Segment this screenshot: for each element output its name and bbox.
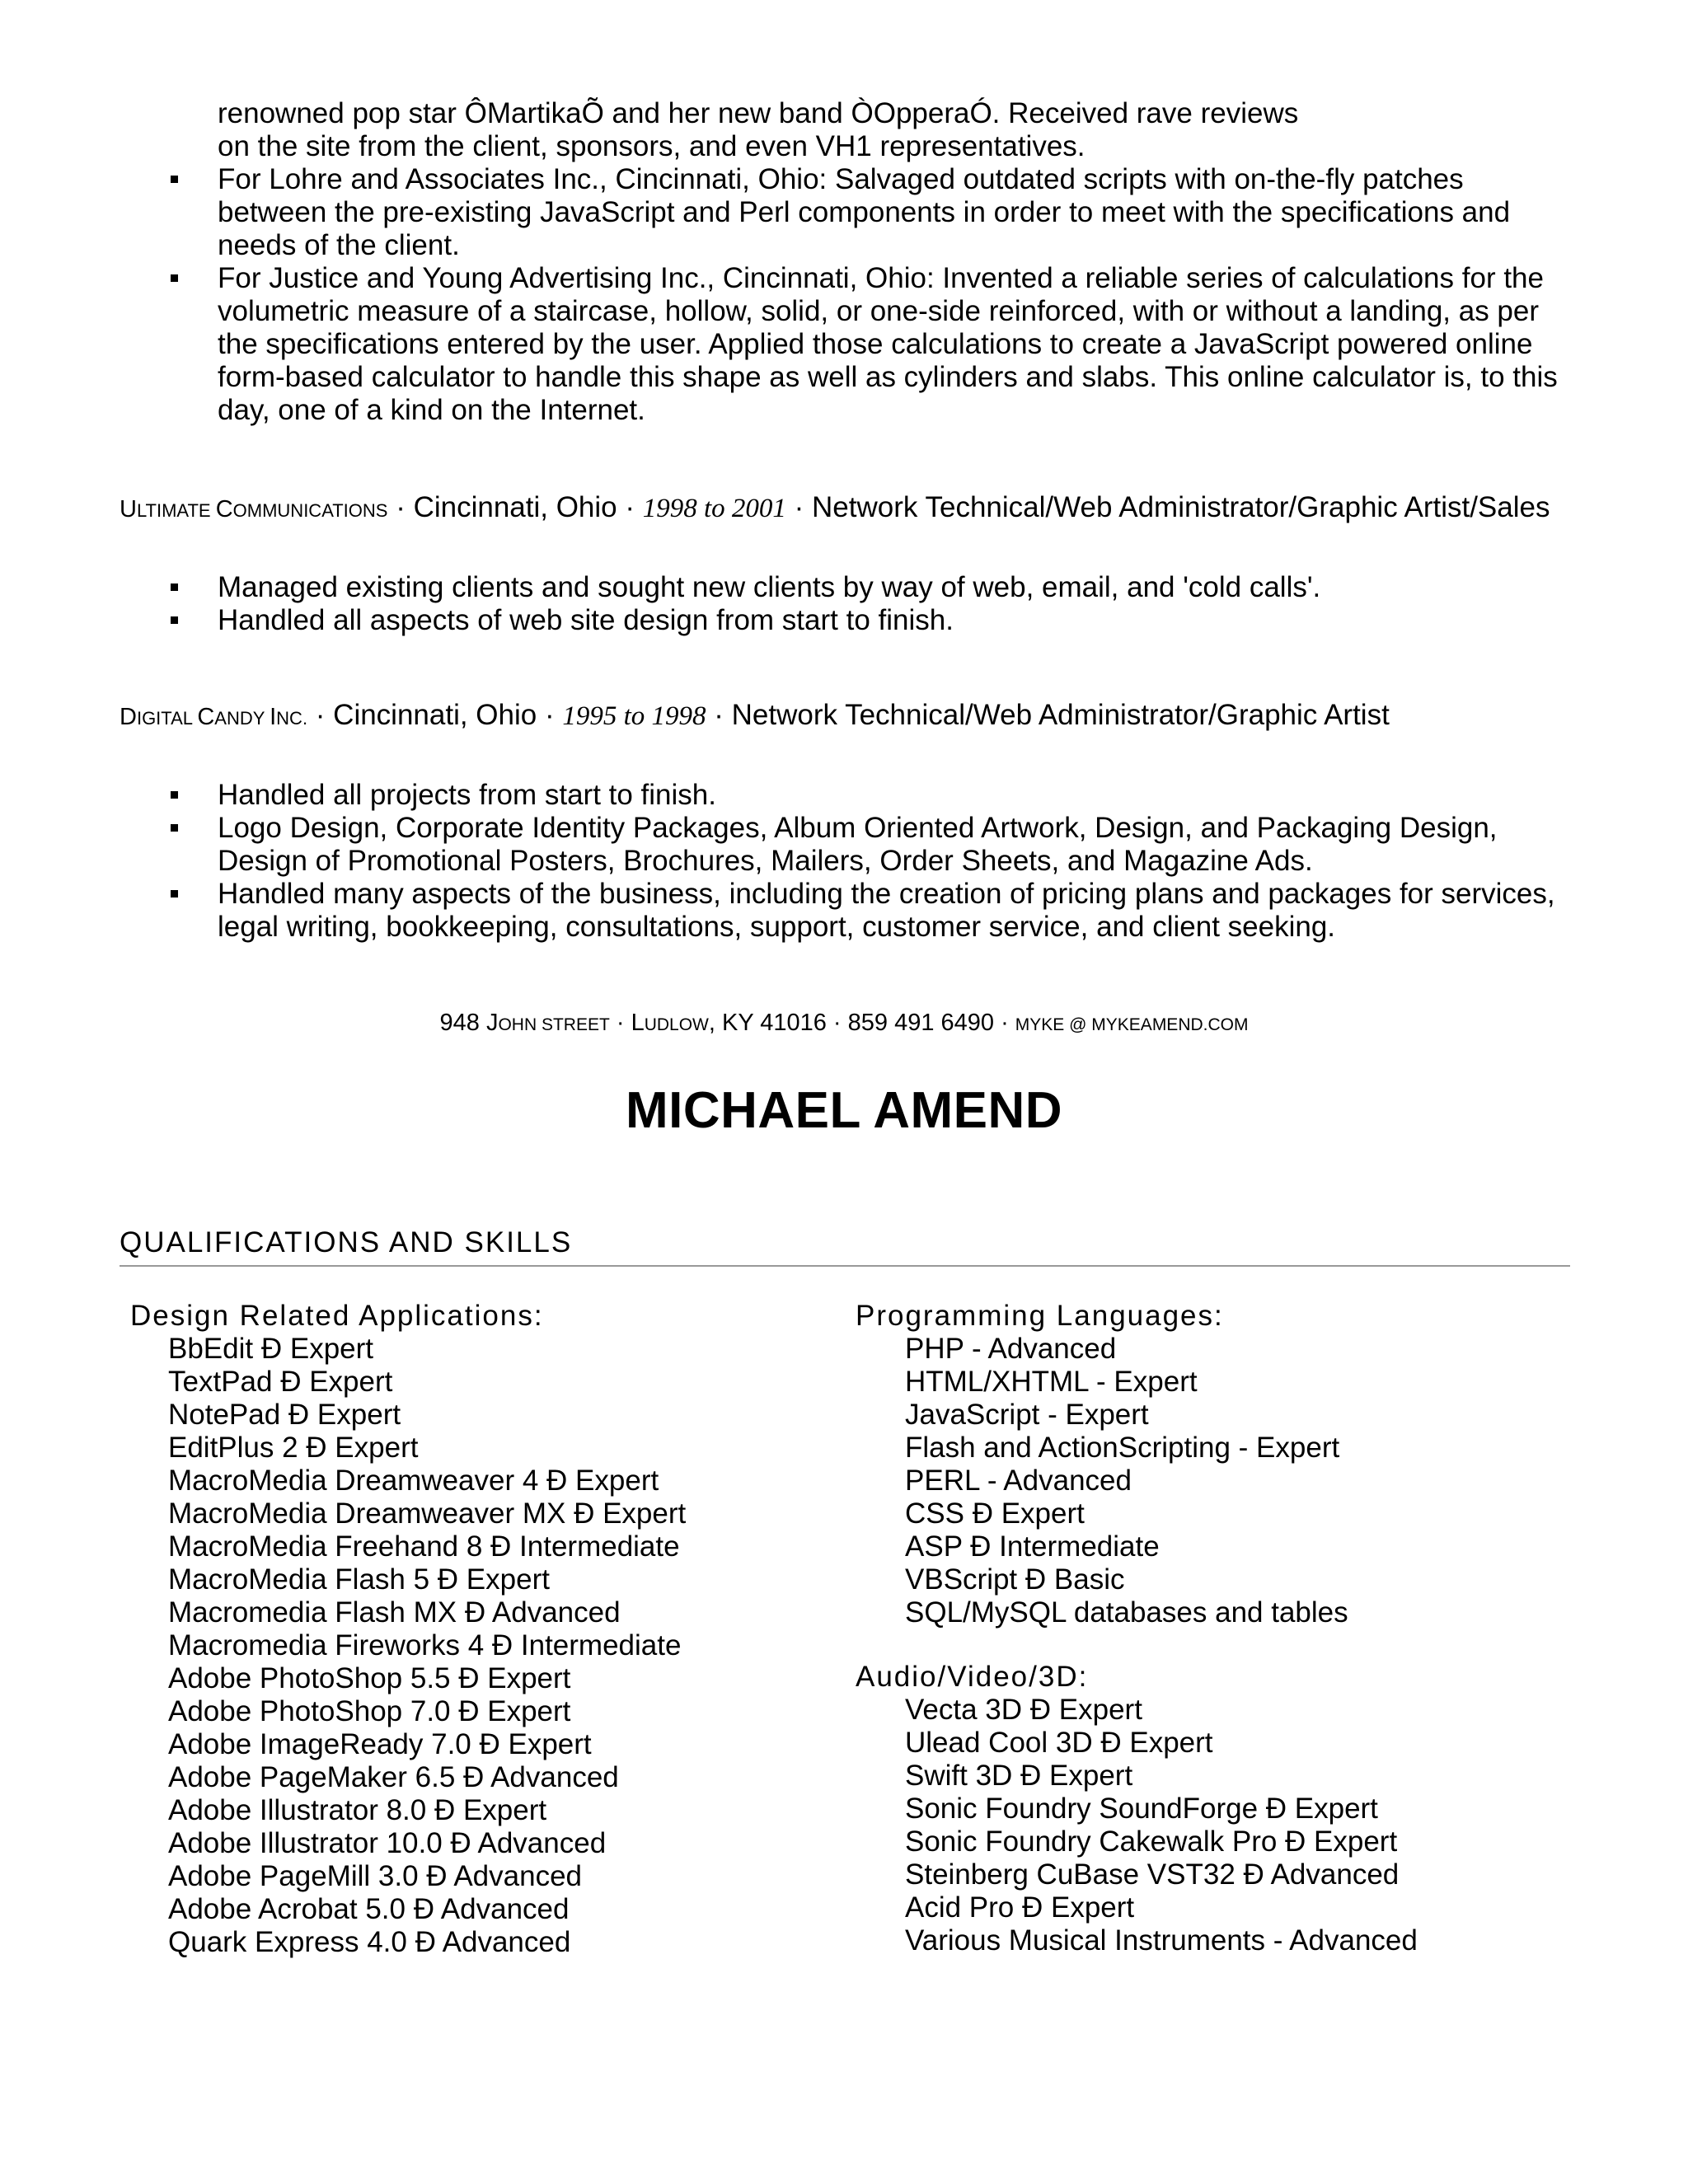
skill-item: NotePad Ð Expert	[168, 1399, 401, 1431]
skill-item: EditPlus 2 Ð Expert	[168, 1432, 419, 1464]
bullet-text: Handled many aspects of the business, including the creation of pricing plans and packages for services, legal writing, bookkeeping, consultations, support, customer service, and client seeking.	[218, 878, 1555, 943]
job-title: · Network Technical/Web Administrator/Graphic Artist	[706, 699, 1390, 731]
list-item	[165, 571, 1566, 604]
list-item	[165, 878, 1566, 944]
address-part: · L	[609, 1010, 645, 1036]
skill-item: Adobe Illustrator 10.0 Ð Advanced	[168, 1827, 607, 1859]
skill-item: BbEdit Ð Expert	[168, 1333, 373, 1365]
skill-item: Swift 3D Ð Expert	[905, 1760, 1133, 1792]
bullet-marker-icon	[171, 791, 178, 799]
skill-item: SQL/MySQL databases and tables	[905, 1596, 1348, 1629]
programming-list	[905, 1333, 1348, 1629]
job-location: · Cincinnati, Ohio ·	[387, 491, 643, 523]
skill-item: Adobe PageMaker 6.5 Ð Advanced	[168, 1761, 619, 1793]
bullet-text: Handled all aspects of web site design from start to finish.	[218, 604, 954, 636]
skill-item: TextPad Ð Expert	[168, 1366, 393, 1398]
job-bullets	[165, 571, 1566, 637]
bullet-text: Handled all projects from start to finish.	[218, 779, 716, 811]
job-dates: 1998 to 2001	[642, 494, 786, 523]
continuation-bullets	[165, 163, 1566, 427]
skill-item: Various Musical Instruments - Advanced	[905, 1924, 1418, 1957]
job-dates: 1995 to 1998	[562, 701, 706, 731]
job-location: · Cincinnati, Ohio ·	[307, 699, 563, 731]
job-header	[120, 485, 1570, 533]
bullet-text: Managed existing clients and sought new clients by way of web, email, and 'cold calls'.	[218, 571, 1321, 603]
design-apps-heading: Design Related Applications:	[130, 1300, 544, 1332]
address-part: , KY 41016 · 859 491 6490 ·	[708, 1010, 1015, 1036]
list-item	[165, 812, 1566, 878]
skill-item: Sonic Foundry SoundForge Ð Expert	[905, 1793, 1378, 1825]
programming-heading: Programming Languages:	[856, 1300, 1224, 1332]
company-name: D	[120, 704, 137, 730]
company-name: IGITAL	[136, 708, 198, 729]
continuation-line: on the site from the client, sponsors, and even VH1 representatives.	[218, 130, 1085, 162]
bullet-text: For Lohre and Associates Inc., Cincinnati, Ohio: Salvaged outdated scripts with on-the-fly patches between the pre-existing JavaScript and Perl components in order to meet with the specifications and needs of the client.	[218, 163, 1511, 261]
skill-item: Sonic Foundry Cakewalk Pro Ð Expert	[905, 1825, 1398, 1858]
address-part: 948 J	[439, 1010, 499, 1036]
list-item	[165, 604, 1566, 637]
bullet-marker-icon	[171, 176, 178, 183]
skill-item: Vecta 3D Ð Expert	[905, 1694, 1142, 1726]
skill-item: CSS Ð Expert	[905, 1497, 1085, 1530]
bullet-marker-icon	[171, 583, 178, 591]
skill-item: PERL - Advanced	[905, 1465, 1132, 1497]
skill-item: HTML/XHTML - Expert	[905, 1366, 1198, 1398]
list-item	[165, 262, 1566, 427]
skill-item: VBScript Ð Basic	[905, 1563, 1125, 1596]
job-title: · Network Technical/Web Administrator/Graphic Artist/Sales	[785, 491, 1550, 523]
skill-item: Adobe PhotoShop 5.5 Ð Expert	[168, 1662, 571, 1694]
company-name: NC.	[276, 708, 308, 729]
skill-item: Steinberg CuBase VST32 Ð Advanced	[905, 1858, 1400, 1891]
bullet-text: For Justice and Young Advertising Inc., Cincinnati, Ohio: Invented a reliable series of calculations for the volumetric measure of a staircase, hollow, solid, or one-side reinforced, with or without a landing, as per the specifications entered by the user. Applied those calculations to create a JavaScript powered online form-based calculator to handle this shape as well as cylinders and slabs. This online calculator is, to this day, one of a kind on the Internet.	[218, 262, 1558, 426]
contact-address	[0, 1009, 1688, 1039]
skill-item: ASP Ð Intermediate	[905, 1530, 1160, 1563]
skill-item: Ulead Cool 3D Ð Expert	[905, 1727, 1213, 1759]
skill-item: Adobe PhotoShop 7.0 Ð Expert	[168, 1695, 571, 1727]
company-name: C	[215, 496, 233, 523]
address-part: OHN STREET	[498, 1015, 610, 1034]
email-address: MYKE @ MYKEAMEND.COM	[1015, 1015, 1249, 1034]
skill-item: Quark Express 4.0 Ð Advanced	[168, 1926, 571, 1958]
company-name: OMMUNICATIONS	[232, 500, 388, 521]
skill-item: Adobe Illustrator 8.0 Ð Expert	[168, 1794, 547, 1826]
list-item	[165, 779, 1566, 812]
skill-item: MacroMedia Dreamweaver 4 Ð Expert	[168, 1465, 659, 1497]
list-item	[165, 163, 1566, 262]
skill-item: Adobe Acrobat 5.0 Ð Advanced	[168, 1893, 570, 1925]
resume-name: MICHAEL AMEND	[625, 1082, 1063, 1139]
company-name: LTIMATE	[136, 500, 216, 521]
skill-item: JavaScript - Expert	[905, 1399, 1149, 1431]
bullet-marker-icon	[171, 824, 178, 832]
company-name: ANDY	[214, 708, 270, 729]
continuation-line: renowned pop star ÔMartikaÕ and her new band ÒOpperaÓ. Received rave reviews	[218, 97, 1299, 129]
section-divider	[120, 1265, 1570, 1267]
job-header	[120, 692, 1570, 741]
skill-item: Adobe ImageReady 7.0 Ð Expert	[168, 1728, 592, 1760]
skill-item: Flash and ActionScripting - Expert	[905, 1432, 1340, 1464]
company-name: U	[120, 496, 137, 523]
skill-item: MacroMedia Flash 5 Ð Expert	[168, 1563, 550, 1596]
audio-video-heading: Audio/Video/3D:	[856, 1661, 1089, 1693]
company-name: I	[270, 704, 277, 730]
bullet-text: Logo Design, Corporate Identity Packages, Album Oriented Artwork, Design, and Packaging Design, Design of Promotional Posters, Brochures, Mailers, Order Sheets, and Magazine Ads.	[218, 812, 1498, 877]
job-bullets	[165, 779, 1566, 944]
skill-item: Acid Pro Ð Expert	[905, 1891, 1135, 1924]
section-title: QUALIFICATIONS AND SKILLS	[120, 1226, 573, 1258]
bullet-marker-icon	[171, 274, 178, 282]
design-apps-list	[168, 1333, 686, 1959]
skill-item: MacroMedia Freehand 8 Ð Intermediate	[168, 1530, 680, 1563]
address-part: UDLOW	[644, 1015, 709, 1034]
bullet-marker-icon	[171, 890, 178, 898]
skill-item: Adobe PageMill 3.0 Ð Advanced	[168, 1860, 582, 1892]
bullet-marker-icon	[171, 616, 178, 624]
skill-item: PHP - Advanced	[905, 1333, 1117, 1365]
audio-video-list	[905, 1694, 1418, 1957]
skill-item: MacroMedia Dreamweaver MX Ð Expert	[168, 1497, 687, 1530]
company-name: C	[197, 704, 215, 730]
skill-item: Macromedia Flash MX Ð Advanced	[168, 1596, 621, 1629]
skill-item: Macromedia Fireworks 4 Ð Intermediate	[168, 1629, 682, 1661]
